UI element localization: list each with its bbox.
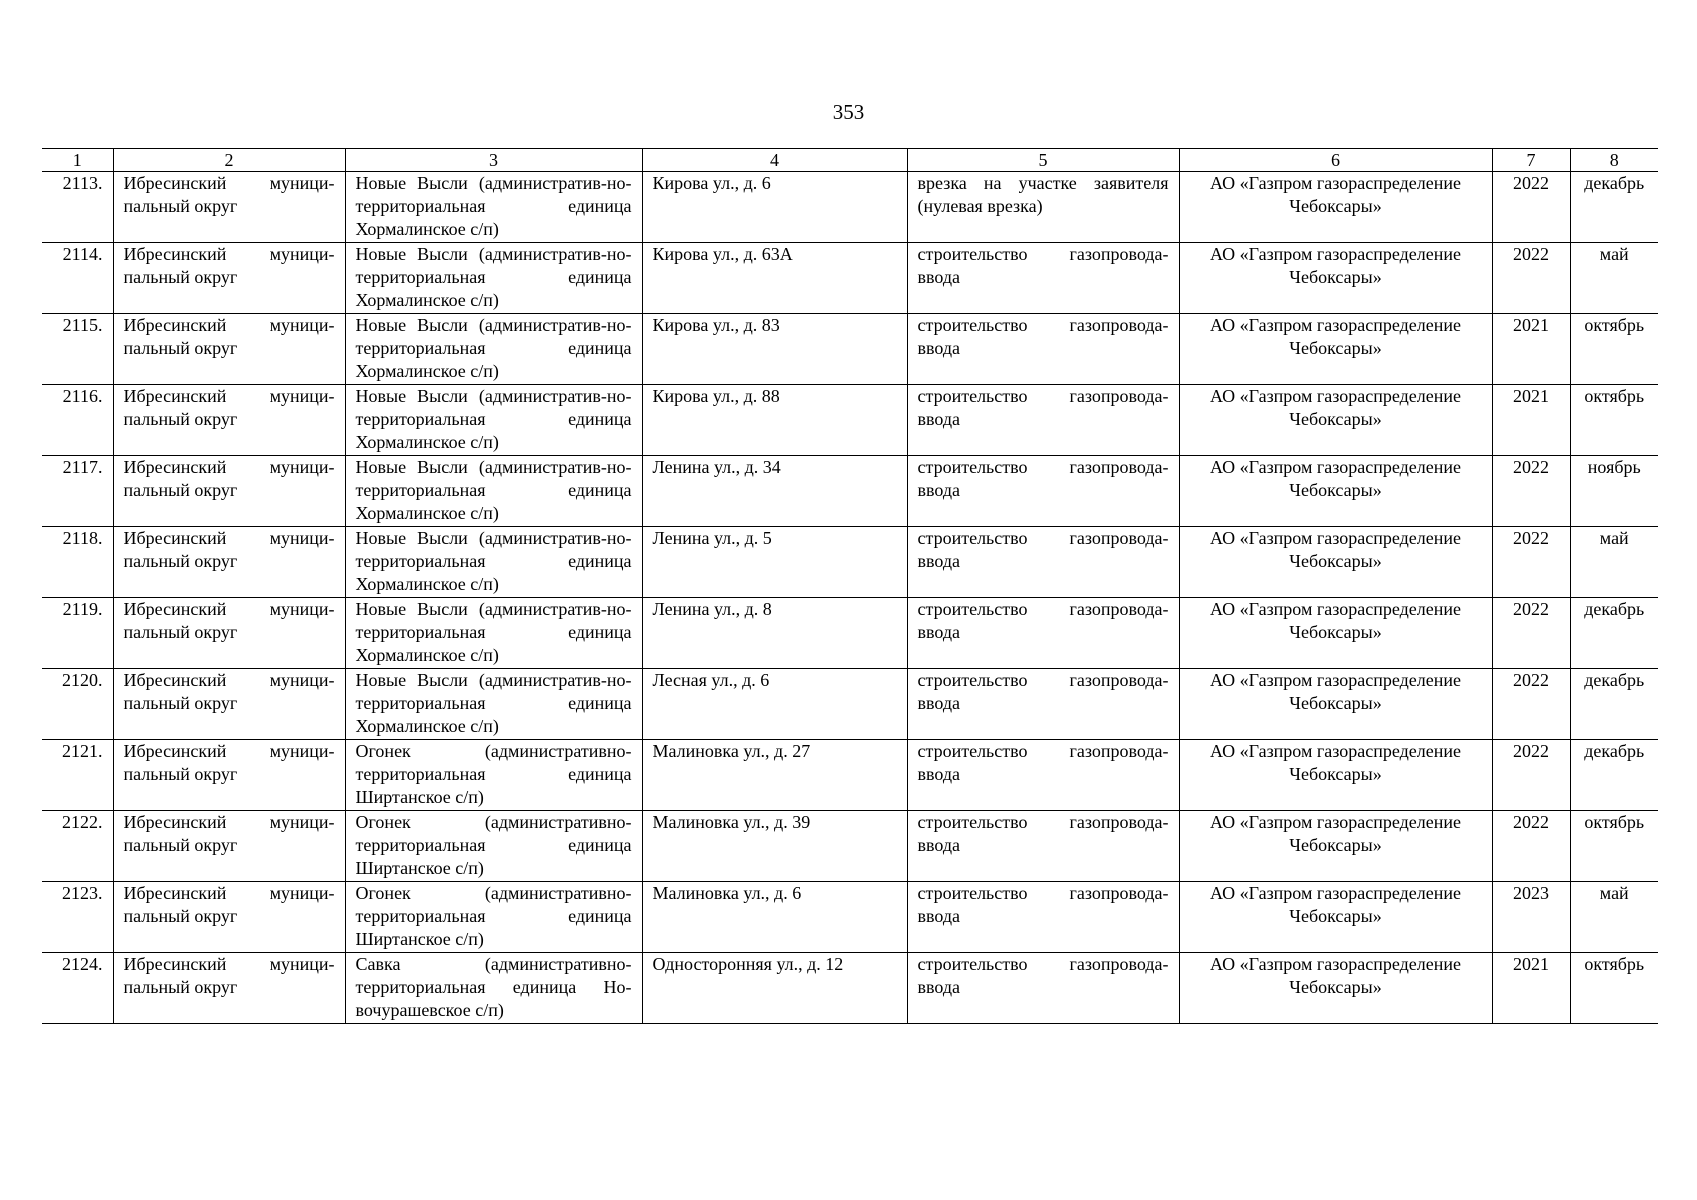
header-row	[42, 149, 1658, 172]
month-cell: декабрь	[1570, 740, 1658, 811]
district-cell: Ибресинский муници-пальный округ	[113, 314, 345, 385]
registry-table	[42, 148, 1658, 1024]
district-cell: Ибресинский муници-пальный округ	[113, 669, 345, 740]
work-type-cell: строительство газопровода-ввода	[907, 953, 1179, 1024]
district-cell: Ибресинский муници-пальный округ	[113, 456, 345, 527]
year-cell: 2022	[1492, 243, 1570, 314]
organization-cell: АО «Газпром газораспределение Чебоксары»	[1179, 385, 1492, 456]
address-cell: Кирова ул., д. 63А	[642, 243, 907, 314]
table-row	[42, 953, 1658, 1024]
table-row	[42, 385, 1658, 456]
month-cell: май	[1570, 882, 1658, 953]
work-type-cell: строительство газопровода-ввода	[907, 456, 1179, 527]
organization-cell: АО «Газпром газораспределение Чебоксары»	[1179, 740, 1492, 811]
work-type-cell: строительство газопровода-ввода	[907, 243, 1179, 314]
address-cell: Кирова ул., д. 6	[642, 172, 907, 243]
table-row	[42, 598, 1658, 669]
settlement-cell: Новые Высли (административ-но-территориальная единица Хормалинское с/п)	[345, 385, 642, 456]
table-row	[42, 882, 1658, 953]
column-header-3: 3	[345, 149, 642, 172]
organization-cell: АО «Газпром газораспределение Чебоксары»	[1179, 314, 1492, 385]
year-cell: 2022	[1492, 811, 1570, 882]
district-cell: Ибресинский муници-пальный округ	[113, 527, 345, 598]
year-cell: 2021	[1492, 385, 1570, 456]
work-type-cell: строительство газопровода-ввода	[907, 527, 1179, 598]
organization-cell: АО «Газпром газораспределение Чебоксары»	[1179, 669, 1492, 740]
table-row	[42, 314, 1658, 385]
address-cell: Ленина ул., д. 34	[642, 456, 907, 527]
district-cell: Ибресинский муници-пальный округ	[113, 882, 345, 953]
month-cell: октябрь	[1570, 314, 1658, 385]
column-header-5: 5	[907, 149, 1179, 172]
address-cell: Кирова ул., д. 83	[642, 314, 907, 385]
organization-cell: АО «Газпром газораспределение Чебоксары»	[1179, 598, 1492, 669]
row-number-cell: 2114.	[42, 243, 113, 314]
year-cell: 2021	[1492, 953, 1570, 1024]
organization-cell: АО «Газпром газораспределение Чебоксары»	[1179, 811, 1492, 882]
district-cell: Ибресинский муници-пальный округ	[113, 598, 345, 669]
row-number-cell: 2120.	[42, 669, 113, 740]
table-row	[42, 669, 1658, 740]
organization-cell: АО «Газпром газораспределение Чебоксары»	[1179, 172, 1492, 243]
work-type-cell: врезка на участке заявителя (нулевая врезка)	[907, 172, 1179, 243]
year-cell: 2022	[1492, 740, 1570, 811]
organization-cell: АО «Газпром газораспределение Чебоксары»	[1179, 243, 1492, 314]
month-cell: октябрь	[1570, 811, 1658, 882]
row-number-cell: 2118.	[42, 527, 113, 598]
work-type-cell: строительство газопровода-ввода	[907, 385, 1179, 456]
column-header-1: 1	[42, 149, 113, 172]
row-number-cell: 2121.	[42, 740, 113, 811]
month-cell: ноябрь	[1570, 456, 1658, 527]
work-type-cell: строительство газопровода-ввода	[907, 811, 1179, 882]
table-row	[42, 811, 1658, 882]
work-type-cell: строительство газопровода-ввода	[907, 882, 1179, 953]
settlement-cell: Новые Высли (административ-но-территориальная единица Хормалинское с/п)	[345, 314, 642, 385]
row-number-cell: 2122.	[42, 811, 113, 882]
district-cell: Ибресинский муници-пальный округ	[113, 740, 345, 811]
year-cell: 2022	[1492, 669, 1570, 740]
organization-cell: АО «Газпром газораспределение Чебоксары»	[1179, 953, 1492, 1024]
settlement-cell: Новые Высли (административ-но-территориальная единица Хормалинское с/п)	[345, 669, 642, 740]
column-header-4: 4	[642, 149, 907, 172]
column-header-7: 7	[1492, 149, 1570, 172]
work-type-cell: строительство газопровода-ввода	[907, 740, 1179, 811]
address-cell: Малиновка ул., д. 39	[642, 811, 907, 882]
settlement-cell: Новые Высли (административ-но-территориальная единица Хормалинское с/п)	[345, 456, 642, 527]
month-cell: декабрь	[1570, 598, 1658, 669]
month-cell: октябрь	[1570, 953, 1658, 1024]
month-cell: декабрь	[1570, 172, 1658, 243]
address-cell: Ленина ул., д. 8	[642, 598, 907, 669]
table-row	[42, 172, 1658, 243]
year-cell: 2023	[1492, 882, 1570, 953]
table-body	[42, 172, 1658, 1024]
settlement-cell: Новые Высли (административ-но-территориальная единица Хормалинское с/п)	[345, 172, 642, 243]
year-cell: 2021	[1492, 314, 1570, 385]
row-number-cell: 2123.	[42, 882, 113, 953]
row-number-cell: 2117.	[42, 456, 113, 527]
district-cell: Ибресинский муници-пальный округ	[113, 385, 345, 456]
month-cell: май	[1570, 243, 1658, 314]
address-cell: Лесная ул., д. 6	[642, 669, 907, 740]
table-row	[42, 243, 1658, 314]
settlement-cell: Новые Высли (административ-но-территориальная единица Хормалинское с/п)	[345, 243, 642, 314]
table-row	[42, 527, 1658, 598]
row-number-cell: 2116.	[42, 385, 113, 456]
year-cell: 2022	[1492, 456, 1570, 527]
table-row	[42, 740, 1658, 811]
month-cell: октябрь	[1570, 385, 1658, 456]
settlement-cell: Савка (административно-территориальная единица Но-вочурашевское с/п)	[345, 953, 642, 1024]
work-type-cell: строительство газопровода-ввода	[907, 669, 1179, 740]
settlement-cell: Огонек (административно-территориальная единица Ширтанское с/п)	[345, 740, 642, 811]
column-header-2: 2	[113, 149, 345, 172]
column-header-8: 8	[1570, 149, 1658, 172]
row-number-cell: 2124.	[42, 953, 113, 1024]
column-header-6: 6	[1179, 149, 1492, 172]
row-number-cell: 2119.	[42, 598, 113, 669]
year-cell: 2022	[1492, 598, 1570, 669]
organization-cell: АО «Газпром газораспределение Чебоксары»	[1179, 882, 1492, 953]
address-cell: Ленина ул., д. 5	[642, 527, 907, 598]
work-type-cell: строительство газопровода-ввода	[907, 314, 1179, 385]
address-cell: Малиновка ул., д. 27	[642, 740, 907, 811]
settlement-cell: Огонек (административно-территориальная единица Ширтанское с/п)	[345, 882, 642, 953]
month-cell: декабрь	[1570, 669, 1658, 740]
row-number-cell: 2115.	[42, 314, 113, 385]
page-number: 353	[832, 100, 865, 124]
district-cell: Ибресинский муници-пальный округ	[113, 243, 345, 314]
address-cell: Односторонняя ул., д. 12	[642, 953, 907, 1024]
address-cell: Малиновка ул., д. 6	[642, 882, 907, 953]
organization-cell: АО «Газпром газораспределение Чебоксары»	[1179, 456, 1492, 527]
work-type-cell: строительство газопровода-ввода	[907, 598, 1179, 669]
district-cell: Ибресинский муници-пальный округ	[113, 953, 345, 1024]
year-cell: 2022	[1492, 527, 1570, 598]
table-row	[42, 456, 1658, 527]
settlement-cell: Новые Высли (административ-но-территориальная единица Хормалинское с/п)	[345, 527, 642, 598]
year-cell: 2022	[1492, 172, 1570, 243]
district-cell: Ибресинский муници-пальный округ	[113, 811, 345, 882]
address-cell: Кирова ул., д. 88	[642, 385, 907, 456]
organization-cell: АО «Газпром газораспределение Чебоксары»	[1179, 527, 1492, 598]
row-number-cell: 2113.	[42, 172, 113, 243]
district-cell: Ибресинский муници-пальный округ	[113, 172, 345, 243]
settlement-cell: Новые Высли (административ-но-территориальная единица Хормалинское с/п)	[345, 598, 642, 669]
month-cell: май	[1570, 527, 1658, 598]
settlement-cell: Огонек (административно-территориальная единица Ширтанское с/п)	[345, 811, 642, 882]
